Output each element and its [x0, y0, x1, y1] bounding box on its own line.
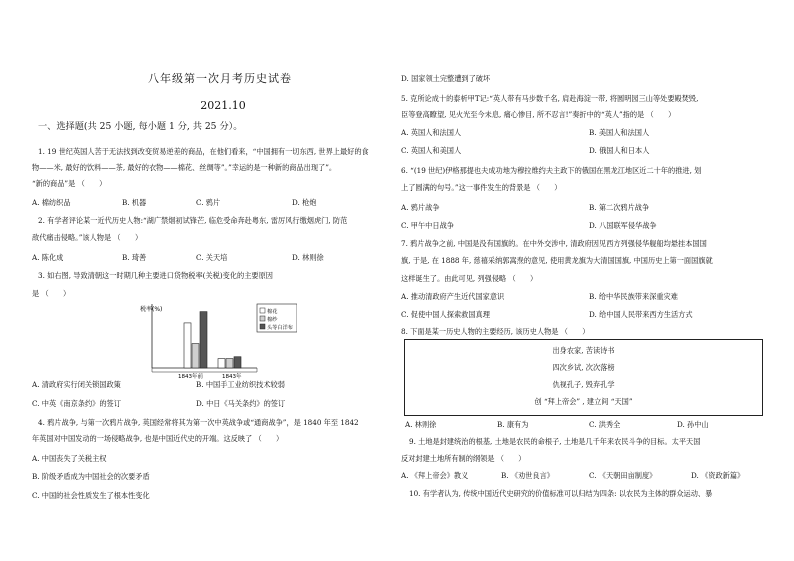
q1-option-a[interactable]: A. 棉纺织品 — [32, 198, 71, 207]
q9-option-c[interactable]: C. 《天朝田亩制度》 — [589, 471, 657, 480]
q2-option-b[interactable]: B. 琦善 — [122, 253, 147, 262]
q7-option-b[interactable]: B. 给中华民族带来深重灾难 — [589, 292, 678, 301]
q3-option-b[interactable]: B. 中国手工业纺织技术较弱 — [196, 380, 285, 389]
exam-date: 2021.10 — [200, 99, 246, 112]
q8-box-line3: 仇视孔子, 毁弃孔学 — [552, 380, 615, 389]
q1-option-d[interactable]: D. 枪炮 — [292, 198, 317, 207]
x-tick-label: 1843年前 — [178, 374, 203, 380]
bar-棉纱-1843年前 — [192, 344, 199, 368]
q5-line2: 臣等登高瞭望, 见火光至今未息, 痛心惨目, 所不忍言!”奏折中的“英人”指的是 （ ） — [401, 110, 676, 119]
q8-line1: 8. 下面是某一历史人物的主要经历, 该历史人物是 （ ） — [401, 327, 590, 336]
legend-swatch-头等白洋布 — [260, 324, 265, 329]
q9-option-d[interactable]: D. 《资政新篇》 — [691, 471, 745, 480]
q3-line1: 3. 如右图, 导致清朝这一时期几种主要进口货物税率(关税)变化的主要原因 — [38, 271, 273, 280]
bar-头等白洋布-1843年 — [234, 357, 241, 368]
bar-棉纱-1843年 — [226, 359, 233, 368]
q2-option-d[interactable]: D. 林则徐 — [292, 253, 324, 262]
q2-line2: 敌代痛击侵略。”该人物是 （ ） — [32, 233, 143, 242]
q6-option-c[interactable]: C. 甲午中日战争 — [401, 221, 454, 230]
q3-option-c[interactable]: C. 中英《南京条约》的签订 — [32, 399, 121, 408]
legend-label-头等白洋布: 头等白洋布 — [267, 324, 293, 331]
legend-label-棉纱: 棉纱 — [267, 316, 278, 323]
q6-option-b[interactable]: B. 第二次鸦片战争 — [589, 203, 650, 212]
q1-line3: “新的商品”是 （ ） — [32, 179, 107, 188]
q7-line1: 7. 鸦片战争之前, 中国是没有国旗的。在中外交涉中, 清政府因见西方列强侵华舰船均悬挂本国国 — [401, 239, 707, 248]
q2-option-c[interactable]: C. 关天培 — [196, 253, 228, 262]
q1-option-c[interactable]: C. 鸦片 — [196, 198, 221, 207]
q7-line2: 旗, 于是, 在 1888 年, 慈禧采纳郭嵩焘的意见, 使用黄龙旗为大清国国旗, 中国历史上第一面国旗就 — [401, 256, 713, 265]
q5-line1: 5. 克所论成十的泰析甲T记:“英人带有马步数千名, 肩赴海淀一带, 将圆明园三山等处要殿焚毁, — [401, 94, 699, 103]
q4-option-c[interactable]: C. 中国的社会性质发生了根本性变化 — [32, 491, 150, 500]
q9-line1: 9. 土地是封建统治的根基, 土地是农民的命根子, 土地是几千年来农民斗争的目标。太平天国 — [409, 437, 701, 446]
q4-option-a[interactable]: A. 中国丧失了关税主权 — [32, 454, 107, 463]
q3-line2: 是 （ ） — [32, 289, 71, 298]
q6-option-a[interactable]: A. 鸦片战争 — [401, 203, 440, 212]
x-tick-label: 1843年 — [222, 374, 242, 380]
legend-label-棉花: 棉花 — [267, 308, 278, 315]
legend-swatch-棉纱 — [260, 316, 265, 321]
q9-option-a[interactable]: A. 《拜上帝会》教义 — [401, 471, 469, 480]
exam-title: 八年级第一次月考历史试卷 — [148, 72, 292, 85]
bar-棉花-1843年前 — [184, 323, 191, 368]
legend-swatch-棉花 — [260, 308, 265, 313]
q6-option-d[interactable]: D. 八国联军侵华战争 — [589, 221, 657, 230]
q3-option-a[interactable]: A. 清政府实行闭关锁国政策 — [32, 380, 121, 389]
q10-line1: 10. 有学者认为, 传统中国近代史研究的价值标准可以归结为四条: 以农民为主体的群众运动、暴 — [409, 489, 713, 498]
q8-box-line2: 四次乡试, 次次落榜 — [552, 363, 615, 372]
q5-option-c[interactable]: C. 英国人和美国人 — [401, 146, 462, 155]
q6-line1: 6. “(19 世纪)伊格那提也夫成功地为穆拉维约夫主政下的俄国在黑龙江地区近二十年的推进, 划 — [401, 166, 702, 175]
q4-line1: 4. 鸦片战争, 与第一次鸦片战争, 英国经常将其为第一次中英战争或“通商战争”，是 1840 年至 1842 — [38, 418, 359, 427]
q2-line1: 2. 有学者评论某一近代历史人物:“湖广禁烟初试锋芒, 临危受命奔赴粤东, 雷厉风行缴烟虎门, 防范 — [38, 216, 348, 225]
q5-option-b[interactable]: B. 美国人和法国人 — [589, 128, 650, 137]
q7-option-d[interactable]: D. 给中国人民带来西方生活方式 — [589, 310, 693, 319]
q8-experience-box — [404, 339, 763, 416]
q5-option-a[interactable]: A. 英国人和法国人 — [401, 128, 462, 137]
q1-option-b[interactable]: B. 机器 — [122, 198, 147, 207]
tariff-bar-chart — [132, 298, 297, 380]
q8-option-a[interactable]: A. 林则徐 — [405, 420, 437, 429]
q9-line2: 反对封建土地所有制的纲领是 （ ） — [401, 454, 526, 463]
section-heading: 一、选择题(共 25 小题, 每小题 1 分, 共 25 分）。 — [38, 121, 243, 132]
q8-option-c[interactable]: C. 洪秀全 — [589, 420, 621, 429]
q1-line1: 1. 19 世纪英国人苦于无法找到改变贸易逆差的商品，在他们看来，“中国拥有一切东西, 世界上最好的食 — [38, 147, 369, 156]
q4-line2: 年英国对中国发动的一场侵略战争, 也是中国近代史的开端。这反映了 （ ） — [32, 434, 284, 443]
q8-box-line4: 创 “拜上帝会” , 建立间 “天国” — [534, 397, 633, 406]
q6-line2: 上了圆满的句号。”这一事件发生的背景是 （ ） — [401, 183, 562, 192]
q3-option-d[interactable]: D. 中日《马关条约》的签订 — [196, 399, 286, 408]
bar-头等白洋布-1843年前 — [200, 312, 207, 368]
q8-option-b[interactable]: B. 康有为 — [497, 420, 529, 429]
q8-box-line1: 出身农家, 苦读诗书 — [552, 346, 615, 355]
q4-option-b[interactable]: B. 阶级矛盾成为中国社会的次要矛盾 — [32, 472, 150, 481]
q7-line3: 这样诞生了。由此可见, 列强侵略 （ ） — [401, 274, 538, 283]
q7-option-a[interactable]: A. 推动清政府产生近代国家意识 — [401, 292, 505, 301]
q7-option-c[interactable]: C. 促使中国人探索救国真理 — [401, 310, 490, 319]
bar-棉花-1843年 — [218, 359, 225, 368]
q4-option-d[interactable]: D. 国家领土完整遭到了破坏 — [401, 74, 491, 83]
q5-option-d[interactable]: D. 俄国人和日本人 — [589, 146, 650, 155]
q8-option-d[interactable]: D. 孙中山 — [677, 420, 709, 429]
q2-option-a[interactable]: A. 陈化成 — [32, 253, 64, 262]
chart-ylabel: 税率(%) — [140, 306, 163, 313]
q9-option-b[interactable]: B. 《劝世良言》 — [501, 471, 554, 480]
q1-line2: 物——米, 最好的饮料——茶, 最好的衣物——棉花、丝绸等”。”幸运的是一种新的商品出现了”。 — [32, 163, 337, 172]
